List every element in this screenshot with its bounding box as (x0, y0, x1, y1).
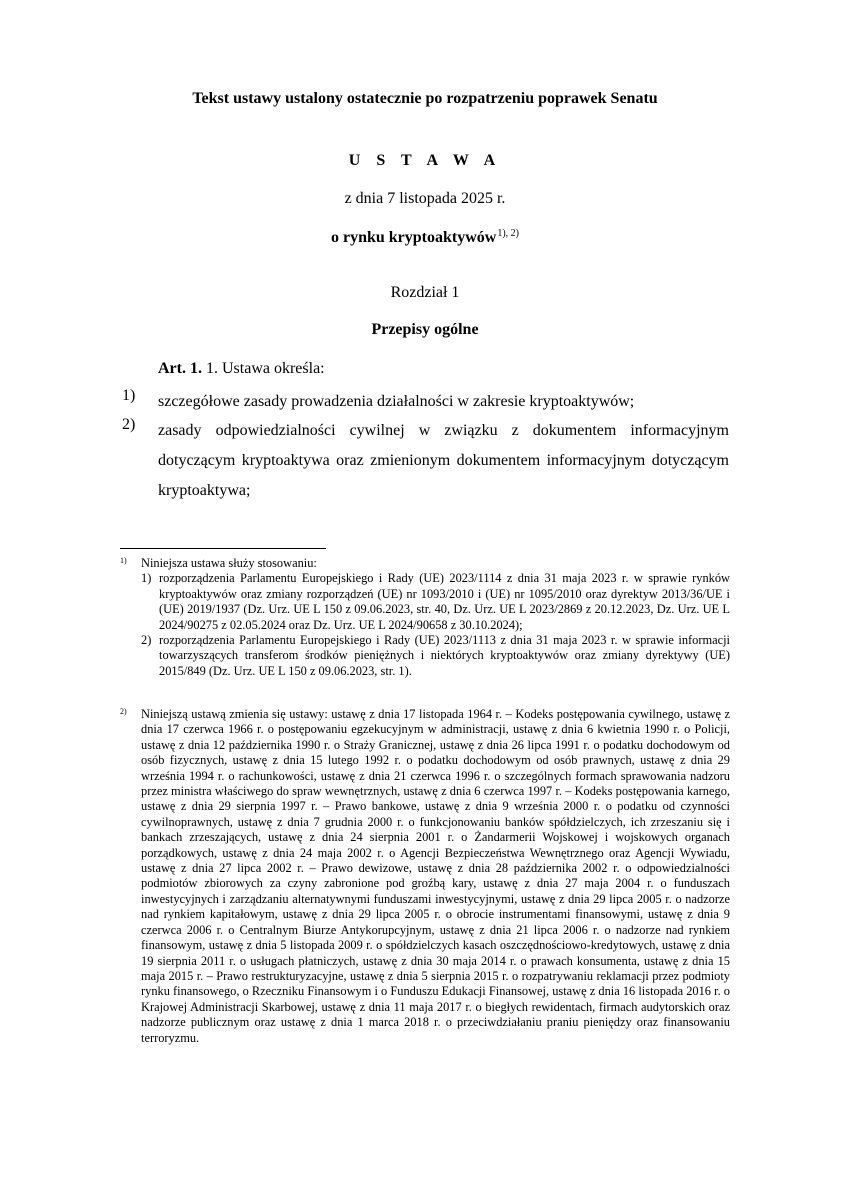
act-date: z dnia 7 listopada 2025 r. (344, 190, 506, 207)
act-subject-text: o rynku kryptoaktywów (330, 229, 497, 246)
footnote-subitem-text: rozporządzenia Parlamentu Europejskiego i Rady (UE) 2023/1113 z dnia 31 maja 2023 r. w sprawie informacji towarzyszących transferom środków pieniężnych i niektórych kryptoaktywów oraz zmiany dyrektywy (UE) 2015/849 (Dz. Urz. UE L 150 z 09.06.2023, str. 1). (159, 633, 730, 678)
footnote-mark: 1) (120, 556, 127, 565)
article-item-number: 2) (122, 416, 136, 433)
document-header: Tekst ustawy ustalony ostatecznie po rozpatrzeniu poprawek Senatu (192, 90, 658, 107)
footnote-mark: 2) (120, 707, 127, 716)
article-item-number: 1) (122, 387, 136, 404)
act-subject-footnote-refs: 1), 2) (497, 228, 520, 239)
article-intro-text: 1. Ustawa określa: (205, 360, 325, 377)
footnote-subitem (141, 633, 730, 679)
chapter-label: Rozdział 1 (390, 284, 460, 301)
act-title: U S T A W A (348, 152, 502, 169)
chapter-title: Przepisy ogólne (371, 321, 479, 338)
footnote-subitem-number: 1) (141, 571, 152, 586)
footnote-intro: Niniejsza ustawa służy stosowaniu: (141, 556, 317, 570)
article-item-text: szczegółowe zasady prowadzenia działalności w zakresie kryptoaktywów; (158, 393, 635, 410)
footnote-text: Niniejszą ustawą zmienia się ustawy: ustawę z dnia 17 listopada 1964 r. – Kodeks postępowania cywilnego, ustawę z dnia 17 czerwca 1966 r. o postępowaniu egzekucyjnym w administracji, ustawę z dnia 6 kwietnia 1990 r. o Policji, ustawę z dnia 12 października 1990 r. o Straży Granicznej, ustawę z dnia 26 lipca 1991 r. o podatku dochodowym od osób fizycznych, ustawę z dnia 15 lutego 1992 r. o podatku dochodowym od osób prawnych, ustawę z dnia 29 września 1994 r. o rachunkowości, ustawę z dnia 21 czerwca 1996 r. o szczególnych formach sprawowania nadzoru przez ministra właściwego do spraw wewnętrznych, ustawę z dnia 6 czerwca 1997 r. – Kodeks postępowania karnego, ustawę z dnia 29 sierpnia 1997 r. – Prawo bankowe, ustawę z dnia 9 września 2000 r. o podatku od czynności cywilnoprawnych, ustawę z dnia 7 grudnia 2000 r. o funkcjonowaniu banków spółdzielczych, ich zrzeszaniu się i bankach zrzeszających, ustawę z dnia 24 sierpnia 2001 r. o Żandarmerii Wojskowej i wojskowych organach porządkowych, ustawę z dnia 24 maja 2002 r. o Agencji Bezpieczeństwa Wewnętrznego oraz Agencji Wywiadu, ustawę z dnia 27 lipca 2002 r. – Prawo dewizowe, ustawę z dnia 28 października 2002 r. o odpowiedzialności podmiotów zbiorowych za czyny zabronione pod groźbą kary, ustawę z dnia 27 maja 2004 r. o funduszach inwestycyjnych i zarządzaniu alternatywnymi funduszami inwestycyjnymi, ustawę z dnia 29 lipca 2005 r. o nadzorze nad rynkiem kapitałowym, ustawę z dnia 29 lipca 2005 r. o obrocie instrumentami finansowymi, ustawę z dnia 9 czerwca 2006 r. o Centralnym Biurze Antykorupcyjnym, ustawę z dnia 21 lipca 2006 r. o nadzorze nad rynkiem finansowym, ustawę z dnia 5 listopada 2009 r. o spółdzielczych kasach oszczędnościowo-kredytowych, ustawę z dnia 19 sierpnia 2011 r. o usługach płatniczych, ustawę z dnia 30 maja 2014 r. o prawach konsumenta, ustawę z dnia 15 maja 2015 r. – Prawo restrukturyzacyjne, ustawę z dnia 5 sierpnia 2015 r. o rozpatrywaniu reklamacji przez podmioty rynku finansowego, o Rzeczniku Finansowym i o Funduszu Edukacji Finansowej, ustawę z dnia 16 listopada 2016 r. o Krajowej Administracji Skarbowej, ustawę z dnia 11 maja 2017 r. o biegłych rewidentach, firmach audytorskich oraz nadzorze publicznym oraz ustawę z dnia 1 marca 2018 r. o przeciwdziałaniu praniu pieniędzy oraz finansowaniu terroryzmu. (141, 707, 730, 1045)
footnote-subitem (141, 571, 730, 633)
article-1-intro (158, 360, 325, 378)
article-label: Art. 1. (158, 360, 202, 377)
act-subject (0, 228, 850, 247)
footnote-subitem-number: 2) (141, 633, 152, 648)
footnote-subitem-text: rozporządzenia Parlamentu Europejskiego i Rady (UE) 2023/1114 z dnia 31 maja 2023 r. w sprawie rynków kryptoaktywów oraz zmiany rozporządzeń (UE) nr 1093/2010 i (UE) nr 1095/2010 oraz dyrektyw 2013/36/UE i (UE) 2019/1937 (Dz. Urz. UE L 150 z 09.06.2023, str. 40, Dz. Urz. UE L 2023/2869 z 20.12.2023, Dz. Urz. UE L 2024/90275 z 02.05.2024 oraz Dz. Urz. UE L 2024/90658 z 30.10.2024); (159, 571, 730, 632)
article-item-text: zasady odpowiedzialności cywilnej w związku z dokumentem informacyjnym dotyczącym kryptoaktywa oraz zmienionym dokumentem informacyjnym dotyczącym kryptoaktywa; (158, 422, 729, 499)
footnote-separator (120, 548, 326, 549)
